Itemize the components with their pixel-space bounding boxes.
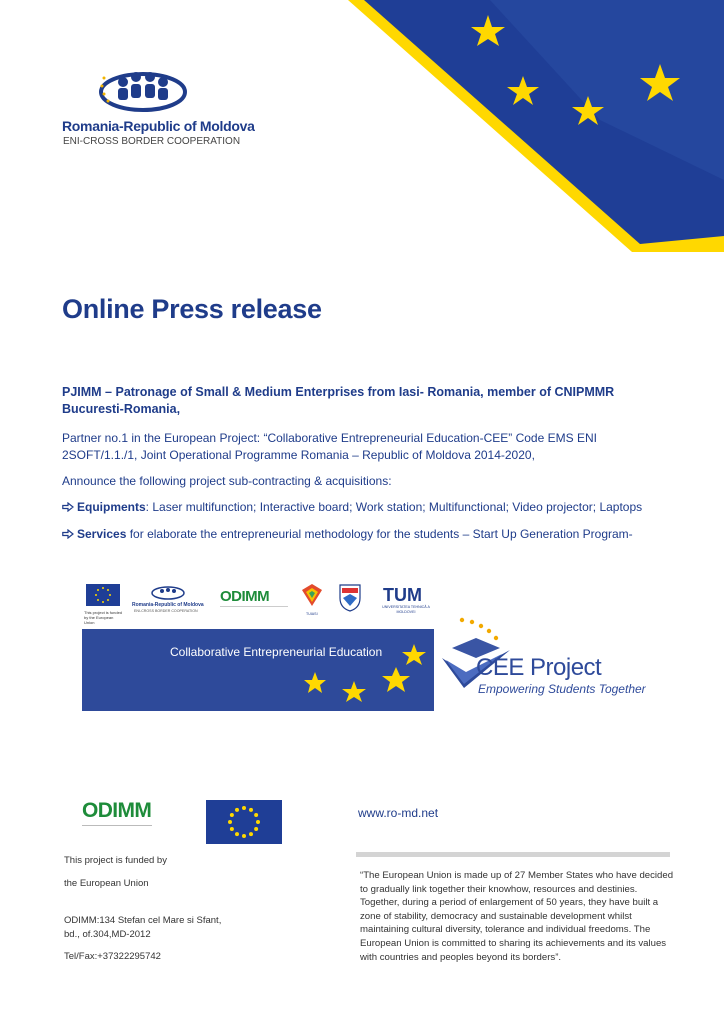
address: ODIMM:134 Stefan cel Mare si Sfant, bd., of.304,MD-2012 xyxy=(64,915,222,940)
bullet-services xyxy=(62,527,633,541)
program-logo-icon xyxy=(148,584,188,600)
eu-corner-decoration xyxy=(340,0,724,252)
footer-divider xyxy=(356,852,670,857)
arrow-right-icon xyxy=(62,502,74,512)
eu-flag-icon xyxy=(86,584,120,606)
eu-quote: “The European Union is made up of 27 Member States who have decided to gradually link together their knowhow, resources and destinies. Together, during a period of enlargement of 50 years, they have built a zone of stability, democracy and sustainable development whilst maintaining cultural diversity, tolerance and individual freedoms. The European Union is committed to sharing its achievements and its values with countries and peoples beyond its borders”. xyxy=(360,870,674,963)
bullet-equipments xyxy=(62,500,642,514)
program-logo-icon xyxy=(98,66,228,114)
cee-title: CEE Project xyxy=(476,654,602,681)
bullet-text: : Laser multifunction; Interactive board; Work station; Multifunctional; Video projector; Laptops xyxy=(145,500,643,514)
odimm-logo-caption xyxy=(220,606,288,613)
funded-line-1: This project is funded by xyxy=(64,855,167,866)
website-link[interactable]: www.ro-md.net xyxy=(358,806,439,820)
cee-subtitle: Empowering Students Together xyxy=(478,682,646,696)
flag-star-icon xyxy=(254,813,258,817)
partner-logos-strip xyxy=(82,578,436,628)
flag-star-icon xyxy=(235,808,239,812)
org-subtitle: ENI-CROSS BORDER COOPERATION xyxy=(63,136,241,147)
bullet-label: Services xyxy=(77,527,127,541)
odimm-footer-logo xyxy=(82,800,156,834)
intro-text: PJIMM – Patronage of Small & Medium Enterprises from Iasi- Romania, member of CNIPMMR Bucuresti-Romania, xyxy=(62,385,615,416)
flag-star-icon xyxy=(235,832,239,836)
flag-star-icon xyxy=(249,808,253,812)
eu-caption: This project is funded by the European Union xyxy=(84,610,123,625)
arrow-right-icon xyxy=(62,529,74,539)
crest-icon xyxy=(339,584,361,612)
flag-star-icon xyxy=(230,813,234,817)
flag-star-icon xyxy=(242,806,246,810)
odimm-logo: ODIMM xyxy=(220,588,270,605)
eu-flag-icon xyxy=(206,800,282,844)
bullet-text: for elaborate the entrepreneurial methodology for the students – Start Up Generation Program- xyxy=(126,527,633,541)
telephone: Tel/Fax:+37322295742 xyxy=(64,951,161,962)
ro-md-logo-sub: ENI-CROSS BORDER COOPERATION xyxy=(134,609,198,613)
ro-md-logo-text: Romania-Republic of Moldova xyxy=(132,602,204,608)
flag-star-icon xyxy=(254,827,258,831)
bullet-label: Equipments xyxy=(77,500,146,514)
odimm-footer-caption xyxy=(82,825,152,832)
utm-logo-text: UNIVERSITATEA TEHNICĂ A MOLDOVEI xyxy=(382,605,430,614)
flag-star-icon xyxy=(230,827,234,831)
page-title: Online Press release xyxy=(62,294,322,324)
tuiasi-logo-icon xyxy=(302,584,322,610)
tuiasi-logo-text: TUIASI xyxy=(306,612,318,616)
flag-star-icon xyxy=(228,820,232,824)
banner-stars xyxy=(82,629,434,711)
svg-text:TUM: TUM xyxy=(383,585,422,604)
org-name: Romania-Republic of Moldova xyxy=(62,118,255,134)
odimm-footer-logo-text: ODIMM xyxy=(82,799,152,822)
utm-logo-icon xyxy=(382,584,426,604)
partner-text: Partner no.1 in the European Project: “Collaborative Entrepreneurial Education-CEE” Code EMS ENI 2SOFT/1.1./1, Joint Operational Programme Romania – Republic of Moldova 2014-2020, xyxy=(62,431,597,462)
funded-line-2: the European Union xyxy=(64,878,149,889)
flag-star-icon xyxy=(249,832,253,836)
banner-text: Collaborative Entrepreneurial Education xyxy=(170,645,383,659)
flag-star-icon xyxy=(256,820,260,824)
flag-star-icon xyxy=(242,834,246,838)
announce-text: Announce the following project sub-contracting & acquisitions: xyxy=(62,474,392,488)
